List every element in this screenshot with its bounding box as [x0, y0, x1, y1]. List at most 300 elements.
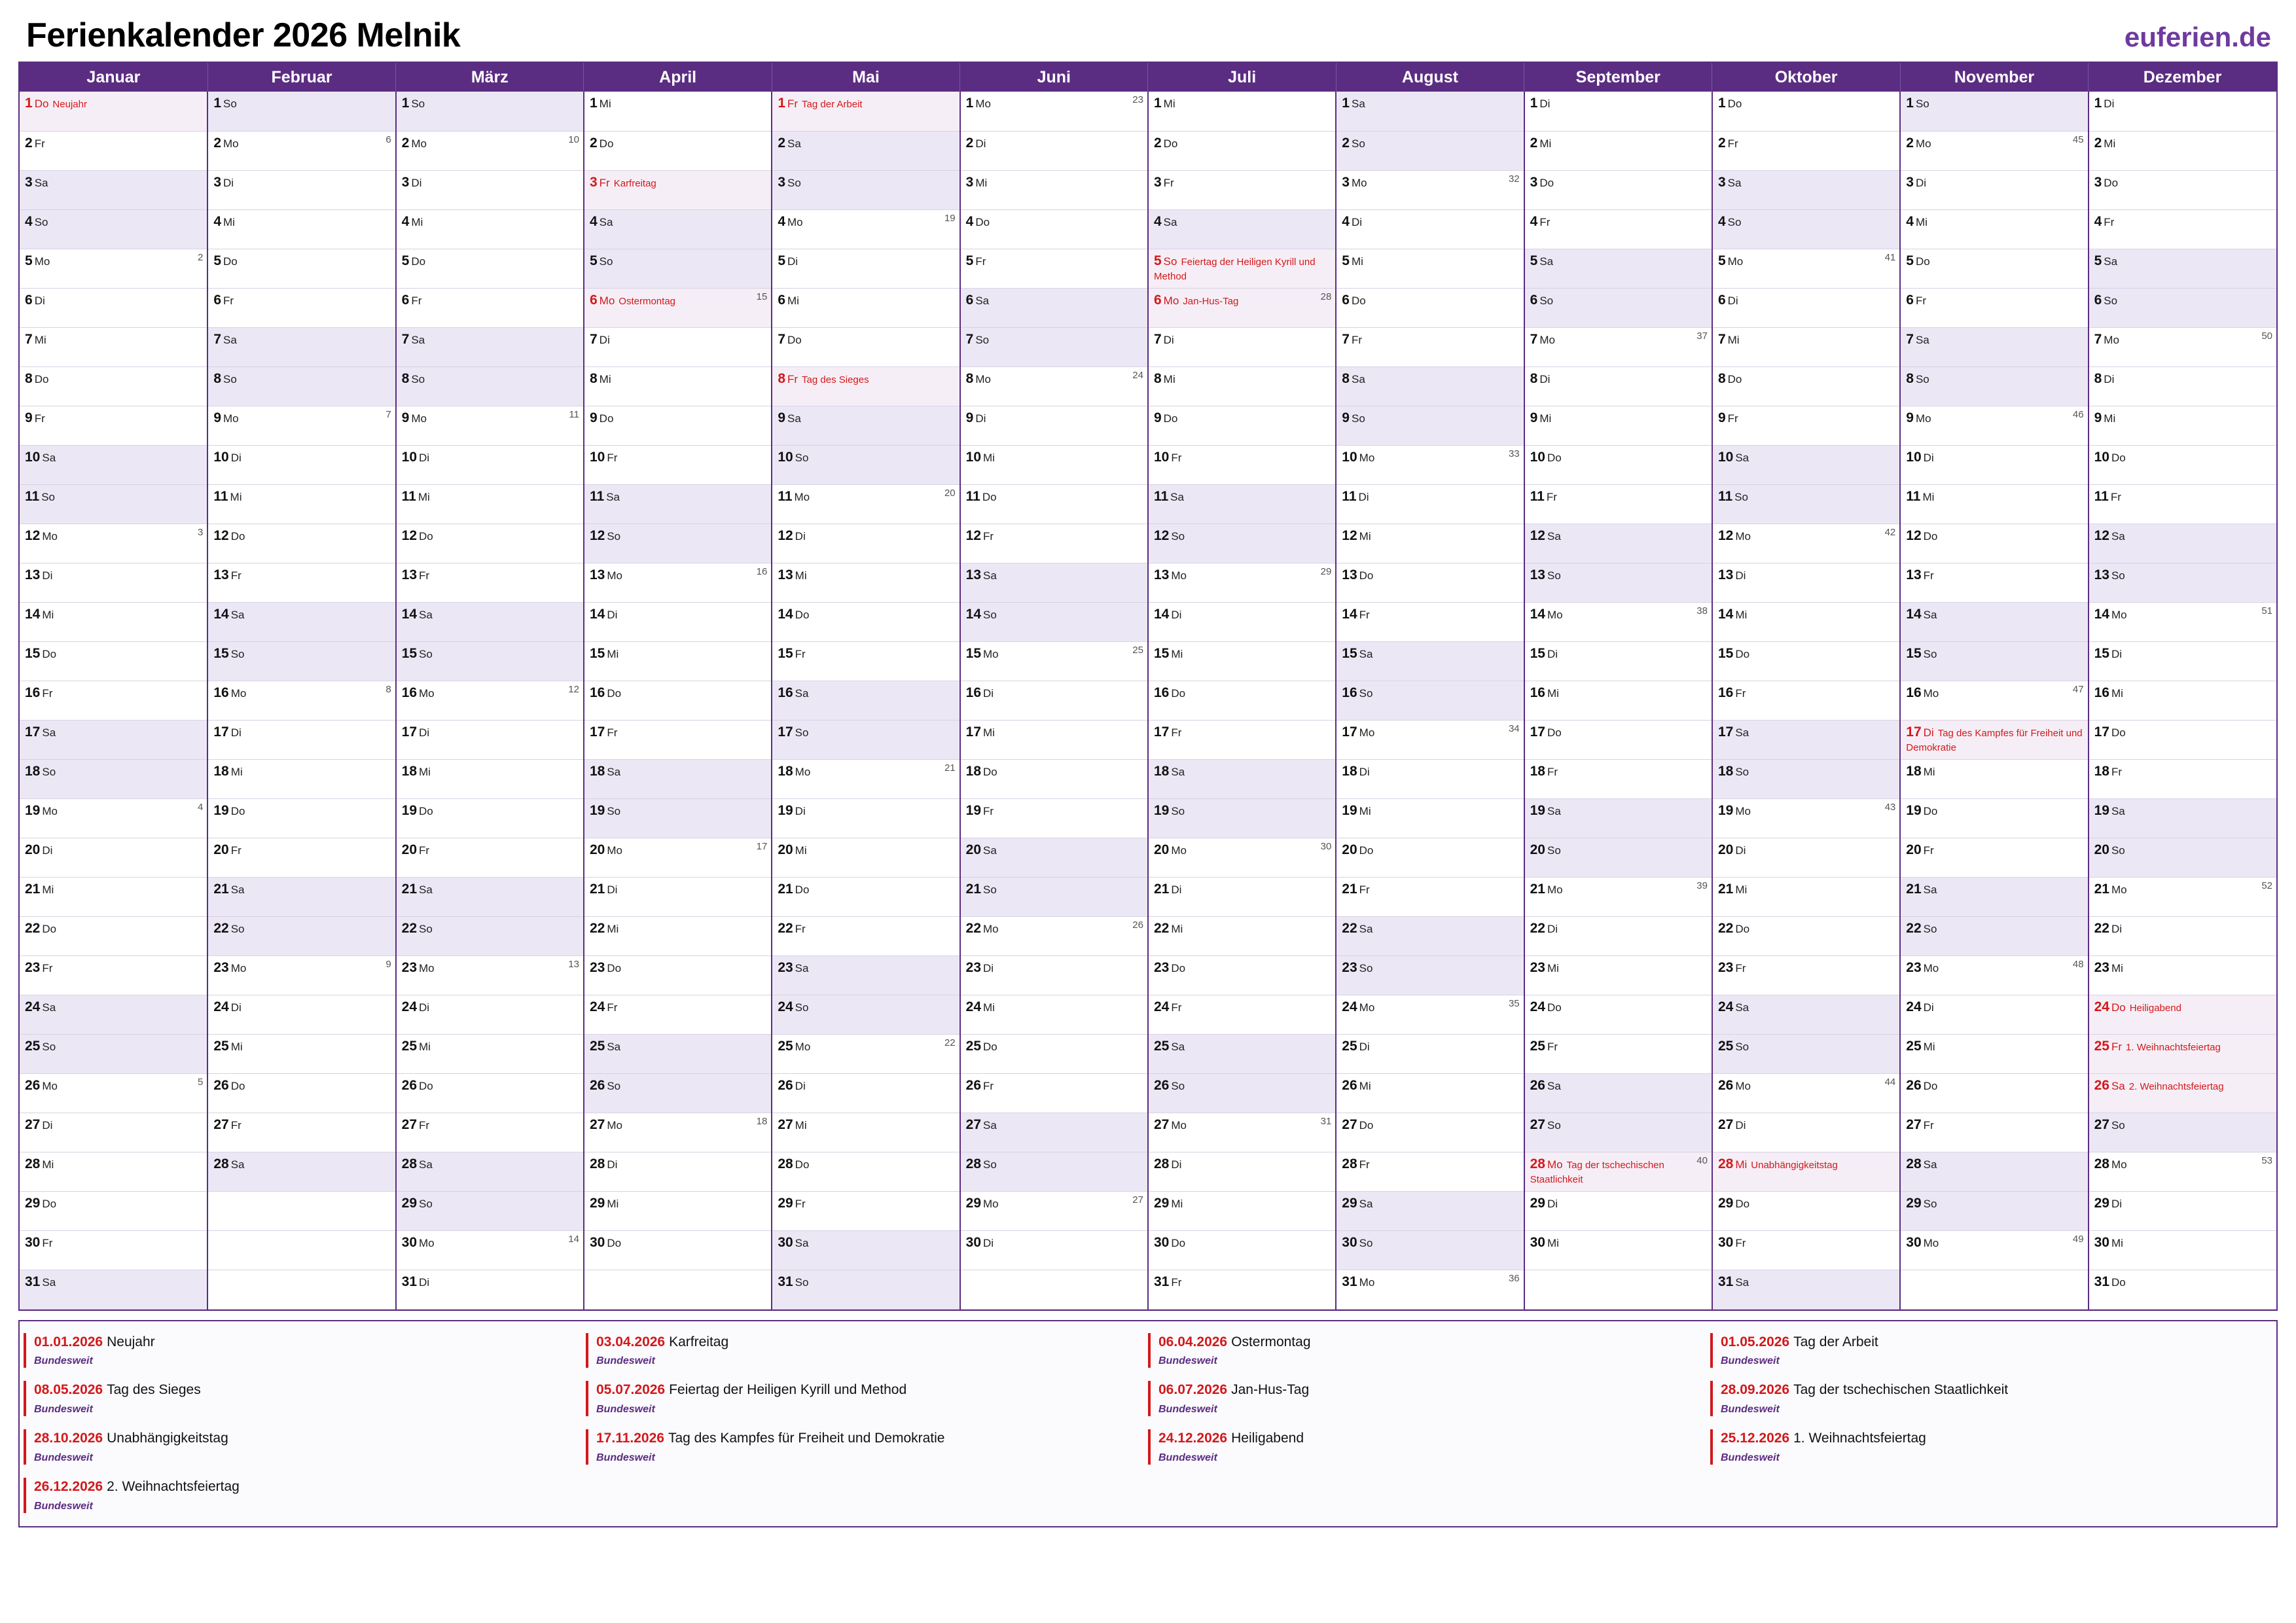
- day-cell[interactable]: [20, 798, 207, 838]
- day-cell[interactable]: [1712, 1073, 1900, 1113]
- day-cell[interactable]: [1336, 720, 1524, 759]
- day-cell[interactable]: [1900, 995, 2088, 1034]
- day-cell[interactable]: [584, 681, 772, 720]
- day-cell[interactable]: [584, 1270, 772, 1309]
- day-cell[interactable]: [1712, 602, 1900, 641]
- day-cell[interactable]: [207, 445, 395, 484]
- day-cell[interactable]: [1524, 838, 1712, 877]
- day-cell[interactable]: [1148, 798, 1336, 838]
- day-cell[interactable]: [584, 916, 772, 955]
- day-cell[interactable]: [20, 366, 207, 406]
- day-cell[interactable]: [1900, 955, 2088, 995]
- day-cell[interactable]: [772, 1073, 960, 1113]
- day-cell[interactable]: [772, 877, 960, 916]
- day-cell[interactable]: [1336, 406, 1524, 445]
- day-cell[interactable]: [396, 1191, 584, 1230]
- day-cell[interactable]: [1712, 131, 1900, 170]
- day-cell[interactable]: [1712, 1113, 1900, 1152]
- day-cell[interactable]: [396, 798, 584, 838]
- day-cell[interactable]: [20, 1152, 207, 1191]
- day-cell[interactable]: [960, 916, 1148, 955]
- day-cell[interactable]: [1900, 1270, 2088, 1309]
- day-cell[interactable]: [772, 720, 960, 759]
- day-cell[interactable]: [2089, 602, 2276, 641]
- day-cell[interactable]: [1148, 916, 1336, 955]
- day-cell[interactable]: [1336, 1270, 1524, 1309]
- day-cell[interactable]: [584, 1073, 772, 1113]
- day-cell[interactable]: [1336, 524, 1524, 563]
- day-cell[interactable]: [2089, 170, 2276, 209]
- day-cell[interactable]: [1524, 877, 1712, 916]
- day-cell[interactable]: [1336, 1034, 1524, 1073]
- day-cell[interactable]: [584, 1113, 772, 1152]
- day-cell[interactable]: [1712, 1230, 1900, 1270]
- day-cell[interactable]: [772, 131, 960, 170]
- day-cell[interactable]: [396, 288, 584, 327]
- day-cell[interactable]: [584, 1034, 772, 1073]
- day-cell[interactable]: [584, 1230, 772, 1270]
- day-cell[interactable]: [1712, 327, 1900, 366]
- day-cell[interactable]: [2089, 1034, 2276, 1073]
- day-cell[interactable]: [1336, 209, 1524, 249]
- day-cell[interactable]: [1712, 249, 1900, 288]
- day-cell[interactable]: [960, 366, 1148, 406]
- day-cell[interactable]: [396, 170, 584, 209]
- day-cell[interactable]: [396, 916, 584, 955]
- day-cell[interactable]: [20, 759, 207, 798]
- day-cell[interactable]: [772, 445, 960, 484]
- day-cell[interactable]: [207, 995, 395, 1034]
- day-cell[interactable]: [20, 955, 207, 995]
- day-cell[interactable]: [1524, 720, 1712, 759]
- day-cell[interactable]: [396, 484, 584, 524]
- day-cell[interactable]: [396, 445, 584, 484]
- day-cell[interactable]: [20, 524, 207, 563]
- day-cell[interactable]: [584, 406, 772, 445]
- day-cell[interactable]: [396, 838, 584, 877]
- day-cell[interactable]: [1524, 406, 1712, 445]
- day-cell[interactable]: [960, 1073, 1148, 1113]
- day-cell[interactable]: [772, 170, 960, 209]
- day-cell[interactable]: [1524, 170, 1712, 209]
- day-cell[interactable]: [584, 288, 772, 327]
- day-cell[interactable]: [396, 406, 584, 445]
- day-cell[interactable]: [584, 641, 772, 681]
- day-cell[interactable]: [960, 641, 1148, 681]
- day-cell[interactable]: [960, 798, 1148, 838]
- day-cell[interactable]: [960, 955, 1148, 995]
- day-cell[interactable]: [1148, 249, 1336, 288]
- day-cell[interactable]: [1148, 955, 1336, 995]
- day-cell[interactable]: [1712, 798, 1900, 838]
- day-cell[interactable]: [396, 209, 584, 249]
- day-cell[interactable]: [396, 249, 584, 288]
- day-cell[interactable]: [772, 798, 960, 838]
- day-cell[interactable]: [396, 995, 584, 1034]
- day-cell[interactable]: [2089, 641, 2276, 681]
- day-cell[interactable]: [772, 366, 960, 406]
- day-cell[interactable]: [772, 249, 960, 288]
- day-cell[interactable]: [396, 1152, 584, 1191]
- day-cell[interactable]: [1148, 1230, 1336, 1270]
- day-cell[interactable]: [396, 1270, 584, 1309]
- day-cell[interactable]: [2089, 563, 2276, 602]
- day-cell[interactable]: [207, 406, 395, 445]
- day-cell[interactable]: [1712, 1270, 1900, 1309]
- day-cell[interactable]: [2089, 406, 2276, 445]
- day-cell[interactable]: [772, 524, 960, 563]
- day-cell[interactable]: [20, 131, 207, 170]
- day-cell[interactable]: [1524, 798, 1712, 838]
- day-cell[interactable]: [960, 92, 1148, 131]
- day-cell[interactable]: [772, 484, 960, 524]
- day-cell[interactable]: [584, 92, 772, 131]
- day-cell[interactable]: [1524, 92, 1712, 131]
- day-cell[interactable]: [1712, 1191, 1900, 1230]
- day-cell[interactable]: [960, 1270, 1148, 1309]
- day-cell[interactable]: [20, 838, 207, 877]
- day-cell[interactable]: [207, 249, 395, 288]
- day-cell[interactable]: [20, 288, 207, 327]
- day-cell[interactable]: [1900, 131, 2088, 170]
- day-cell[interactable]: [1336, 288, 1524, 327]
- day-cell[interactable]: [1148, 445, 1336, 484]
- day-cell[interactable]: [1900, 798, 2088, 838]
- day-cell[interactable]: [396, 720, 584, 759]
- day-cell[interactable]: [1712, 92, 1900, 131]
- day-cell[interactable]: [1336, 92, 1524, 131]
- day-cell[interactable]: [772, 92, 960, 131]
- day-cell[interactable]: [20, 995, 207, 1034]
- day-cell[interactable]: [1336, 366, 1524, 406]
- day-cell[interactable]: [1712, 877, 1900, 916]
- day-cell[interactable]: [1336, 1113, 1524, 1152]
- day-cell[interactable]: [2089, 995, 2276, 1034]
- day-cell[interactable]: [1712, 484, 1900, 524]
- day-cell[interactable]: [772, 681, 960, 720]
- day-cell[interactable]: [772, 995, 960, 1034]
- day-cell[interactable]: [20, 1191, 207, 1230]
- day-cell[interactable]: [1524, 366, 1712, 406]
- day-cell[interactable]: [2089, 798, 2276, 838]
- day-cell[interactable]: [772, 209, 960, 249]
- day-cell[interactable]: [960, 602, 1148, 641]
- day-cell[interactable]: [960, 170, 1148, 209]
- day-cell[interactable]: [396, 131, 584, 170]
- day-cell[interactable]: [584, 838, 772, 877]
- day-cell[interactable]: [1712, 1152, 1900, 1191]
- day-cell[interactable]: [584, 445, 772, 484]
- day-cell[interactable]: [207, 563, 395, 602]
- day-cell[interactable]: [396, 602, 584, 641]
- day-cell[interactable]: [584, 209, 772, 249]
- day-cell[interactable]: [396, 1073, 584, 1113]
- day-cell[interactable]: [1900, 209, 2088, 249]
- day-cell[interactable]: [2089, 209, 2276, 249]
- day-cell[interactable]: [1900, 1152, 2088, 1191]
- day-cell[interactable]: [1900, 641, 2088, 681]
- day-cell[interactable]: [396, 1034, 584, 1073]
- day-cell[interactable]: [1900, 366, 2088, 406]
- day-cell[interactable]: [1148, 720, 1336, 759]
- day-cell[interactable]: [20, 563, 207, 602]
- day-cell[interactable]: [584, 170, 772, 209]
- day-cell[interactable]: [2089, 92, 2276, 131]
- day-cell[interactable]: [1524, 1230, 1712, 1270]
- day-cell[interactable]: [772, 955, 960, 995]
- day-cell[interactable]: [1900, 1191, 2088, 1230]
- day-cell[interactable]: [207, 366, 395, 406]
- day-cell[interactable]: [396, 327, 584, 366]
- day-cell[interactable]: [1524, 209, 1712, 249]
- day-cell[interactable]: [584, 955, 772, 995]
- day-cell[interactable]: [772, 327, 960, 366]
- day-cell[interactable]: [1712, 524, 1900, 563]
- day-cell[interactable]: [2089, 327, 2276, 366]
- day-cell[interactable]: [1712, 838, 1900, 877]
- day-cell[interactable]: [2089, 720, 2276, 759]
- day-cell[interactable]: [207, 1230, 395, 1270]
- day-cell[interactable]: [584, 563, 772, 602]
- day-cell[interactable]: [1900, 1034, 2088, 1073]
- day-cell[interactable]: [1900, 406, 2088, 445]
- day-cell[interactable]: [960, 131, 1148, 170]
- day-cell[interactable]: [2089, 916, 2276, 955]
- day-cell[interactable]: [207, 1073, 395, 1113]
- day-cell[interactable]: [207, 1113, 395, 1152]
- day-cell[interactable]: [396, 563, 584, 602]
- day-cell[interactable]: [960, 1113, 1148, 1152]
- day-cell[interactable]: [1900, 602, 2088, 641]
- day-cell[interactable]: [772, 1152, 960, 1191]
- day-cell[interactable]: [960, 1152, 1148, 1191]
- day-cell[interactable]: [1336, 1191, 1524, 1230]
- day-cell[interactable]: [584, 877, 772, 916]
- day-cell[interactable]: [20, 1034, 207, 1073]
- day-cell[interactable]: [207, 92, 395, 131]
- day-cell[interactable]: [960, 838, 1148, 877]
- day-cell[interactable]: [1148, 1191, 1336, 1230]
- day-cell[interactable]: [396, 1113, 584, 1152]
- day-cell[interactable]: [584, 1152, 772, 1191]
- day-cell[interactable]: [1712, 916, 1900, 955]
- day-cell[interactable]: [396, 92, 584, 131]
- day-cell[interactable]: [1524, 602, 1712, 641]
- day-cell[interactable]: [1148, 327, 1336, 366]
- day-cell[interactable]: [1524, 955, 1712, 995]
- day-cell[interactable]: [1712, 366, 1900, 406]
- day-cell[interactable]: [207, 1270, 395, 1309]
- day-cell[interactable]: [207, 838, 395, 877]
- day-cell[interactable]: [207, 1191, 395, 1230]
- day-cell[interactable]: [1712, 563, 1900, 602]
- day-cell[interactable]: [1712, 288, 1900, 327]
- day-cell[interactable]: [1900, 563, 2088, 602]
- day-cell[interactable]: [207, 720, 395, 759]
- day-cell[interactable]: [772, 1230, 960, 1270]
- day-cell[interactable]: [960, 1034, 1148, 1073]
- day-cell[interactable]: [772, 1270, 960, 1309]
- day-cell[interactable]: [772, 916, 960, 955]
- day-cell[interactable]: [584, 798, 772, 838]
- day-cell[interactable]: [1900, 877, 2088, 916]
- day-cell[interactable]: [772, 1034, 960, 1073]
- day-cell[interactable]: [1712, 641, 1900, 681]
- day-cell[interactable]: [207, 877, 395, 916]
- day-cell[interactable]: [1148, 641, 1336, 681]
- day-cell[interactable]: [1148, 1113, 1336, 1152]
- day-cell[interactable]: [772, 641, 960, 681]
- day-cell[interactable]: [207, 681, 395, 720]
- day-cell[interactable]: [584, 327, 772, 366]
- day-cell[interactable]: [1148, 131, 1336, 170]
- day-cell[interactable]: [1148, 563, 1336, 602]
- day-cell[interactable]: [1148, 1152, 1336, 1191]
- day-cell[interactable]: [772, 838, 960, 877]
- day-cell[interactable]: [1524, 1073, 1712, 1113]
- day-cell[interactable]: [1900, 484, 2088, 524]
- day-cell[interactable]: [2089, 955, 2276, 995]
- day-cell[interactable]: [1524, 641, 1712, 681]
- day-cell[interactable]: [1148, 681, 1336, 720]
- day-cell[interactable]: [20, 484, 207, 524]
- day-cell[interactable]: [1336, 602, 1524, 641]
- day-cell[interactable]: [1336, 681, 1524, 720]
- day-cell[interactable]: [396, 524, 584, 563]
- day-cell[interactable]: [20, 406, 207, 445]
- day-cell[interactable]: [207, 916, 395, 955]
- day-cell[interactable]: [396, 955, 584, 995]
- day-cell[interactable]: [396, 681, 584, 720]
- day-cell[interactable]: [960, 327, 1148, 366]
- day-cell[interactable]: [1712, 759, 1900, 798]
- day-cell[interactable]: [1148, 759, 1336, 798]
- day-cell[interactable]: [20, 602, 207, 641]
- day-cell[interactable]: [1336, 877, 1524, 916]
- day-cell[interactable]: [1712, 209, 1900, 249]
- day-cell[interactable]: [1336, 955, 1524, 995]
- day-cell[interactable]: [20, 916, 207, 955]
- day-cell[interactable]: [584, 484, 772, 524]
- day-cell[interactable]: [20, 720, 207, 759]
- day-cell[interactable]: [1524, 484, 1712, 524]
- day-cell[interactable]: [1712, 445, 1900, 484]
- day-cell[interactable]: [584, 366, 772, 406]
- day-cell[interactable]: [960, 759, 1148, 798]
- day-cell[interactable]: [207, 288, 395, 327]
- day-cell[interactable]: [1900, 170, 2088, 209]
- day-cell[interactable]: [2089, 1270, 2276, 1309]
- day-cell[interactable]: [2089, 1113, 2276, 1152]
- day-cell[interactable]: [1148, 170, 1336, 209]
- day-cell[interactable]: [960, 681, 1148, 720]
- day-cell[interactable]: [1524, 524, 1712, 563]
- day-cell[interactable]: [1900, 92, 2088, 131]
- day-cell[interactable]: [1336, 1230, 1524, 1270]
- day-cell[interactable]: [1148, 1270, 1336, 1309]
- day-cell[interactable]: [20, 170, 207, 209]
- day-cell[interactable]: [396, 759, 584, 798]
- day-cell[interactable]: [1148, 92, 1336, 131]
- day-cell[interactable]: [20, 327, 207, 366]
- day-cell[interactable]: [20, 249, 207, 288]
- day-cell[interactable]: [207, 1152, 395, 1191]
- day-cell[interactable]: [1900, 1230, 2088, 1270]
- day-cell[interactable]: [2089, 877, 2276, 916]
- day-cell[interactable]: [20, 641, 207, 681]
- day-cell[interactable]: [1336, 445, 1524, 484]
- day-cell[interactable]: [960, 524, 1148, 563]
- day-cell[interactable]: [772, 288, 960, 327]
- day-cell[interactable]: [960, 563, 1148, 602]
- day-cell[interactable]: [1336, 131, 1524, 170]
- day-cell[interactable]: [1148, 995, 1336, 1034]
- day-cell[interactable]: [1148, 602, 1336, 641]
- day-cell[interactable]: [584, 720, 772, 759]
- day-cell[interactable]: [1900, 916, 2088, 955]
- day-cell[interactable]: [1336, 916, 1524, 955]
- day-cell[interactable]: [960, 877, 1148, 916]
- day-cell[interactable]: [960, 995, 1148, 1034]
- day-cell[interactable]: [1900, 445, 2088, 484]
- day-cell[interactable]: [207, 327, 395, 366]
- day-cell[interactable]: [20, 1073, 207, 1113]
- day-cell[interactable]: [1900, 720, 2088, 759]
- day-cell[interactable]: [2089, 681, 2276, 720]
- day-cell[interactable]: [1900, 288, 2088, 327]
- day-cell[interactable]: [772, 759, 960, 798]
- day-cell[interactable]: [20, 1113, 207, 1152]
- day-cell[interactable]: [207, 602, 395, 641]
- day-cell[interactable]: [20, 877, 207, 916]
- day-cell[interactable]: [1524, 1152, 1712, 1191]
- day-cell[interactable]: [207, 955, 395, 995]
- day-cell[interactable]: [2089, 366, 2276, 406]
- day-cell[interactable]: [396, 366, 584, 406]
- day-cell[interactable]: [772, 602, 960, 641]
- day-cell[interactable]: [20, 1270, 207, 1309]
- day-cell[interactable]: [584, 524, 772, 563]
- day-cell[interactable]: [772, 563, 960, 602]
- day-cell[interactable]: [960, 445, 1148, 484]
- day-cell[interactable]: [207, 641, 395, 681]
- day-cell[interactable]: [960, 249, 1148, 288]
- day-cell[interactable]: [396, 641, 584, 681]
- day-cell[interactable]: [2089, 249, 2276, 288]
- day-cell[interactable]: [1524, 916, 1712, 955]
- day-cell[interactable]: [1900, 249, 2088, 288]
- day-cell[interactable]: [1712, 681, 1900, 720]
- day-cell[interactable]: [1148, 838, 1336, 877]
- day-cell[interactable]: [20, 681, 207, 720]
- day-cell[interactable]: [2089, 1073, 2276, 1113]
- day-cell[interactable]: [772, 1113, 960, 1152]
- day-cell[interactable]: [1712, 1034, 1900, 1073]
- day-cell[interactable]: [960, 484, 1148, 524]
- day-cell[interactable]: [584, 602, 772, 641]
- day-cell[interactable]: [20, 209, 207, 249]
- day-cell[interactable]: [1524, 445, 1712, 484]
- day-cell[interactable]: [1712, 720, 1900, 759]
- day-cell[interactable]: [1524, 1034, 1712, 1073]
- day-cell[interactable]: [1524, 759, 1712, 798]
- day-cell[interactable]: [1336, 838, 1524, 877]
- day-cell[interactable]: [2089, 288, 2276, 327]
- day-cell[interactable]: [2089, 1230, 2276, 1270]
- day-cell[interactable]: [1524, 1113, 1712, 1152]
- day-cell[interactable]: [960, 1230, 1148, 1270]
- day-cell[interactable]: [1148, 484, 1336, 524]
